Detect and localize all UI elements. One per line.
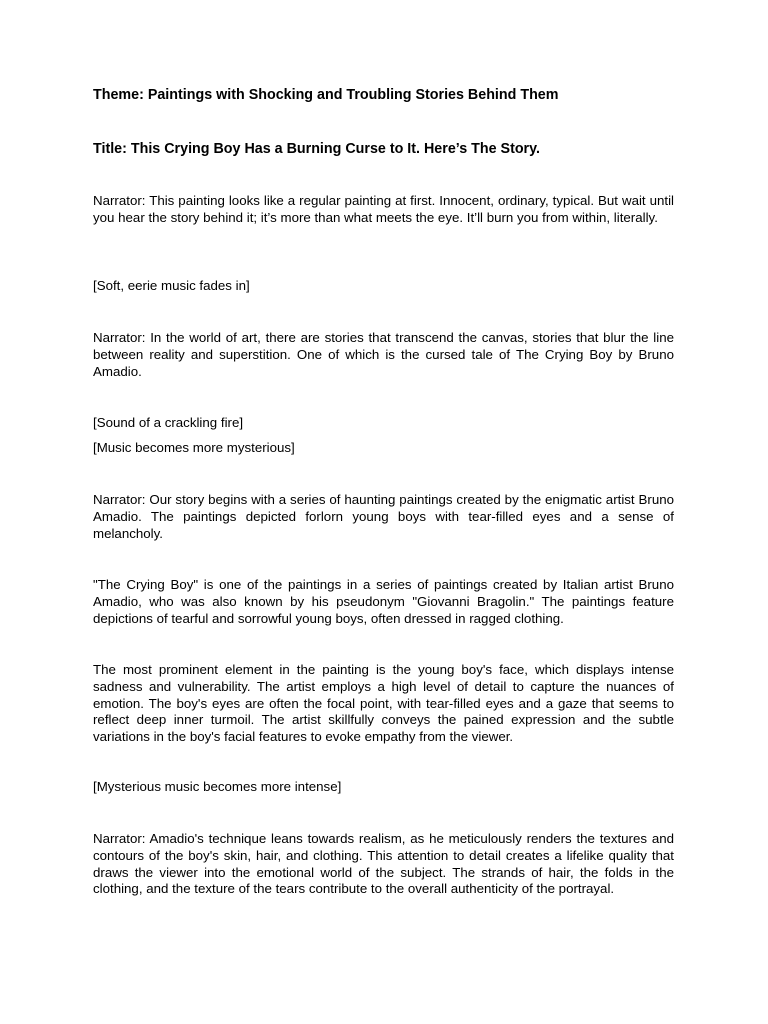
title-heading: Title: This Crying Boy Has a Burning Curse to It. Here’s The Story. [93,141,540,157]
narration-paragraph: Narrator: In the world of art, there are stories that transcend the canvas, stories that blur the line between reality and superstition. One of which is the cursed tale of The Crying Boy by Bruno Amadio. [93,330,674,379]
narration-paragraph: Narrator: Our story begins with a series of haunting paintings created by the enigmatic artist Bruno Amadio. The paintings depicted forlorn young boys with tear-filled eyes and a sense of melancholy. [93,492,674,541]
narration-paragraph: Narrator: Amadio's technique leans towards realism, as he meticulously renders the textures and contours of the boy's skin, hair, and clothing. This attention to detail creates a lifelike quality that draws the viewer into the emotional world of the subject. The strands of hair, the folds in the clothing, and the texture of the tears contribute to the overall authenticity of the portrayal. [93,831,674,897]
sound-cue: [Sound of a crackling fire] [93,415,244,430]
body-paragraph: The most prominent element in the painting is the young boy's face, which displays intense sadness and vulnerability. The artist employs a high level of detail to capture the nuances of emotion. The boy's eyes are often the focal point, with tear-filled eyes and a gaze that seems to reflect deep inner turmoil. The artist skillfully conveys the pained expression and the subtle variations in the boy's facial features to evoke empathy from the viewer. [93,662,674,745]
sound-cue: [Mysterious music becomes more intense] [93,779,342,794]
narration-paragraph: Narrator: This painting looks like a regular painting at first. Innocent, ordinary, typical. But wait until you hear the story behind it; it’s more than what meets the eye. It’ll burn you from within, literally. [93,193,674,225]
sound-cue: [Music becomes more mysterious] [93,440,295,455]
body-paragraph: "The Crying Boy" is one of the paintings in a series of paintings created by Italian artist Bruno Amadio, who was also known by his pseudonym "Giovanni Bragolin." The paintings feature depictions of tearful and sorrowful young boys, often dressed in ragged clothing. [93,577,674,626]
theme-heading: Theme: Paintings with Shocking and Troubling Stories Behind Them [93,87,559,103]
sound-cue: [Soft, eerie music fades in] [93,278,250,293]
